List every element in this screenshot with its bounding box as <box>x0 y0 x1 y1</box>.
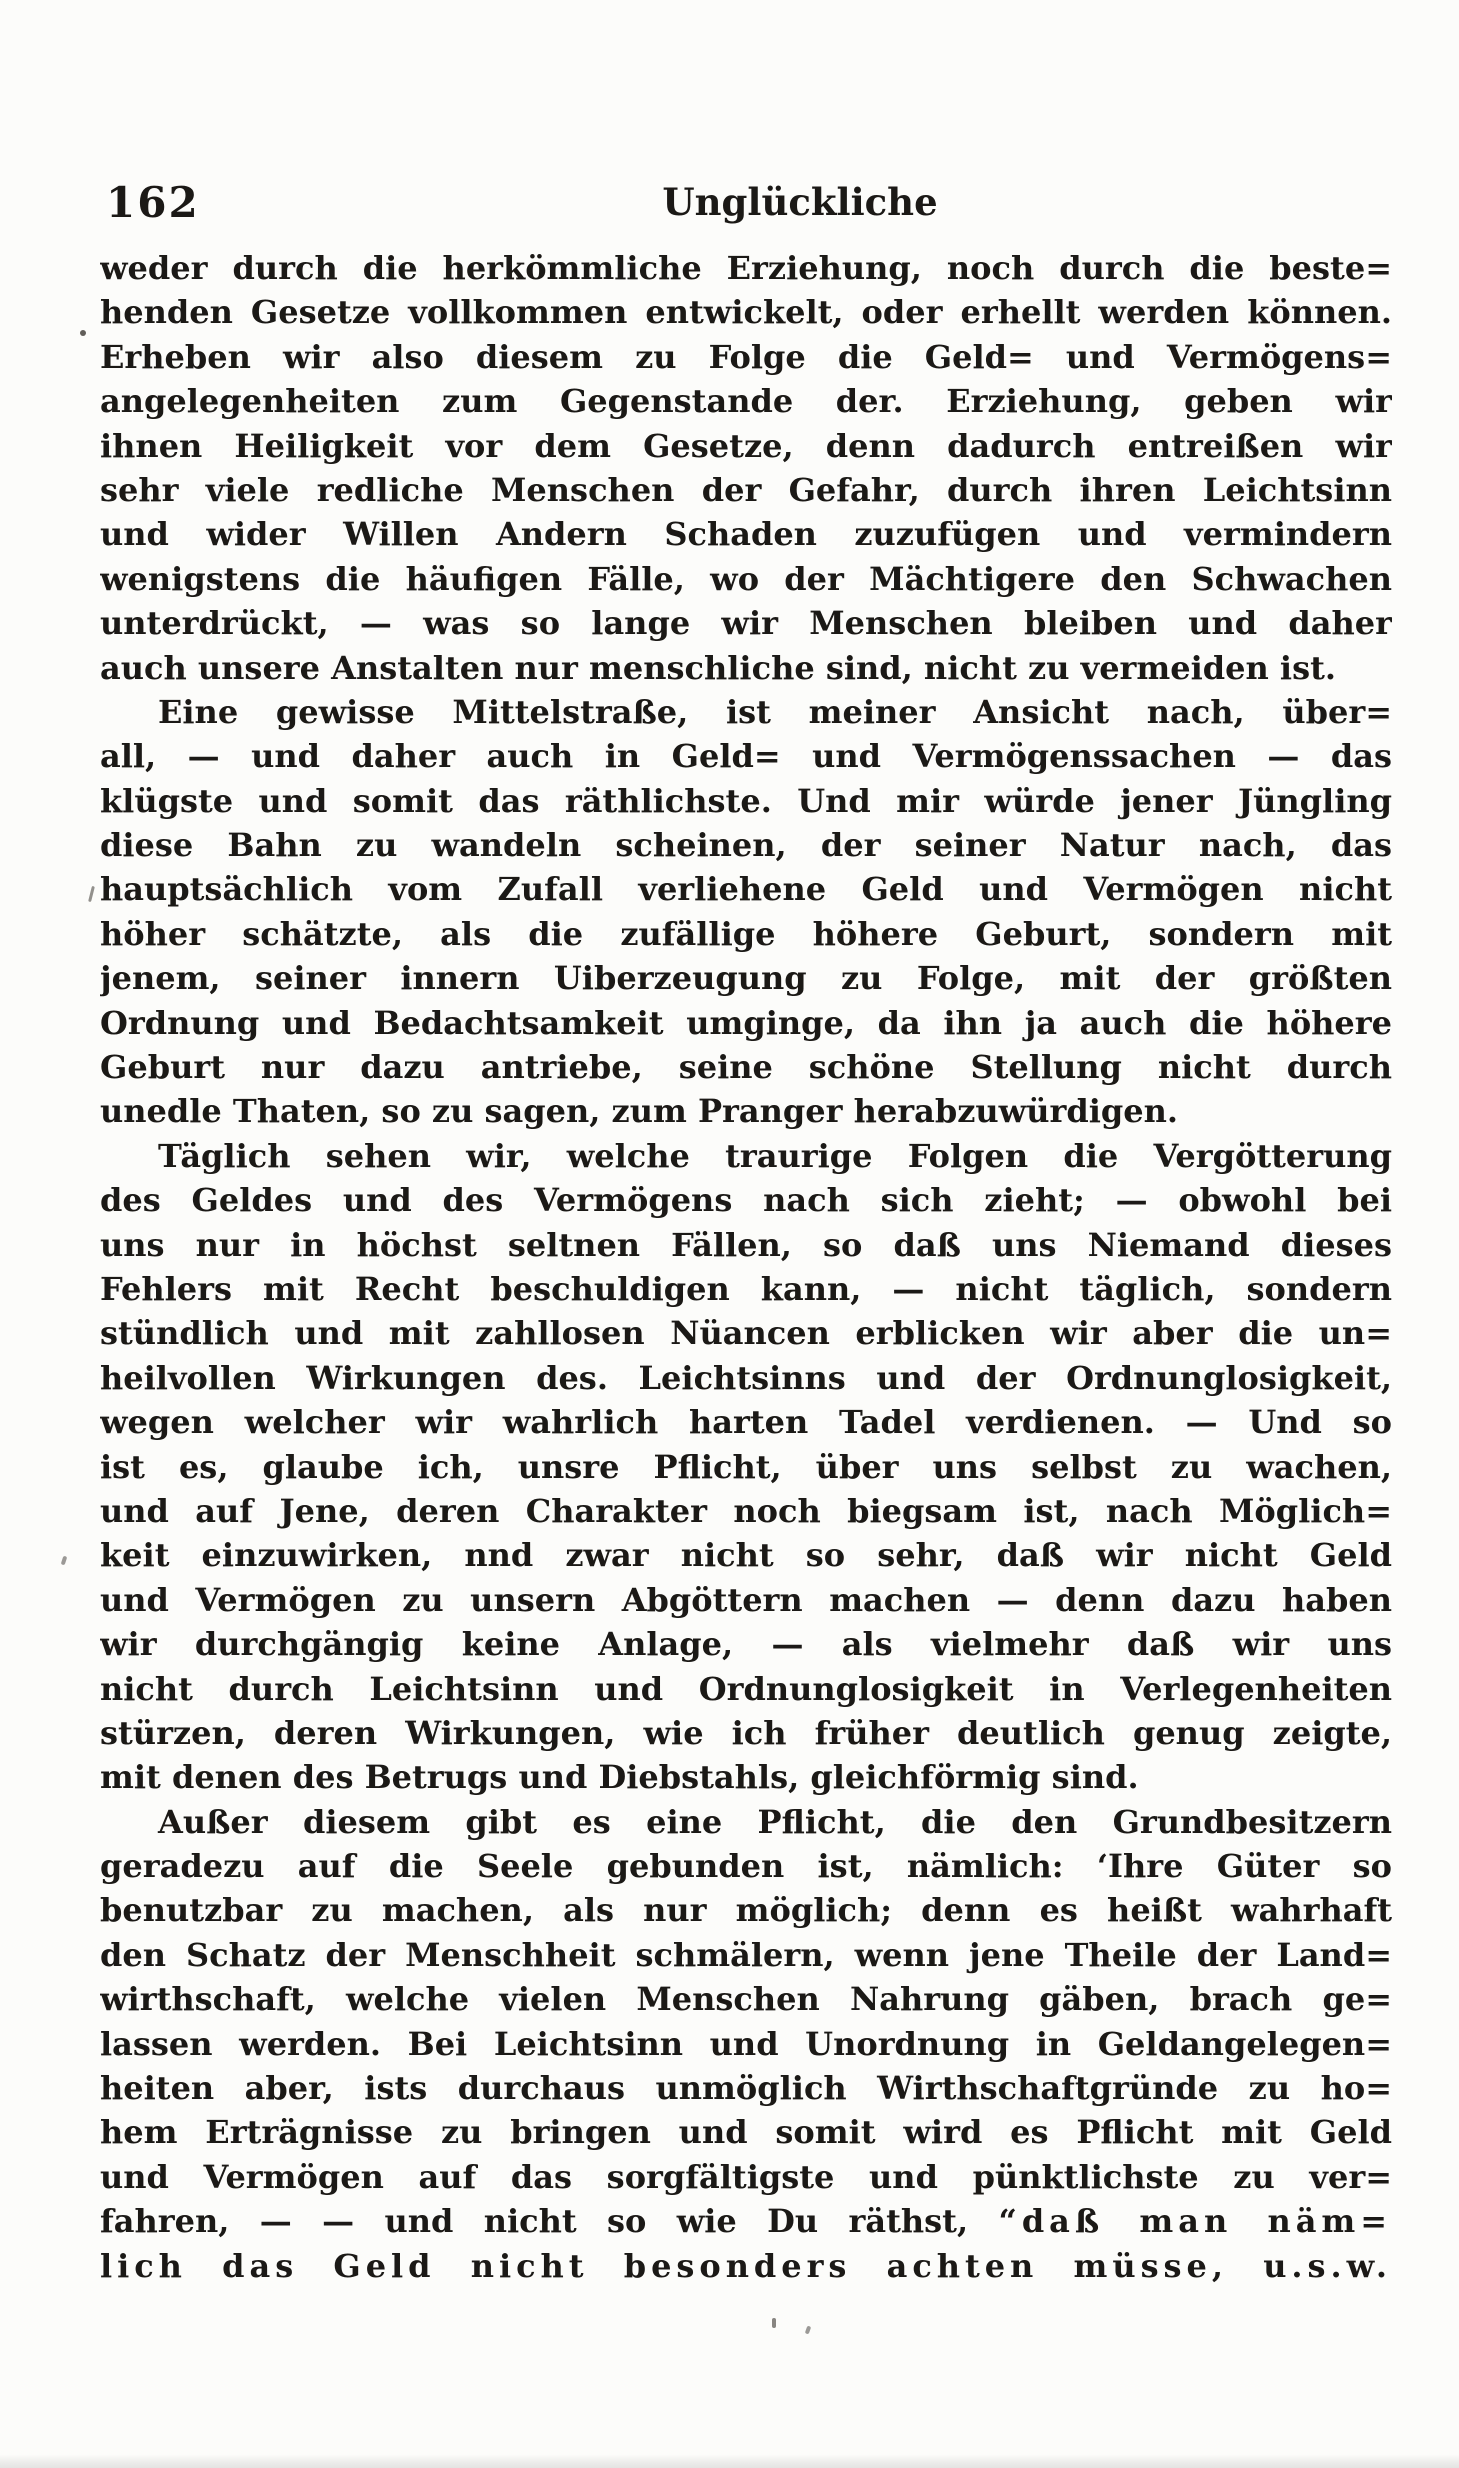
text-line: auch unsere Anstalten nur menschliche sind, nicht zu vermeiden ist. <box>100 648 1337 687</box>
text-line: unterdrückt, — was so lange wir Menschen bleiben und daher <box>100 604 1392 643</box>
text-line: wir durchgängig keine Anlage, — als vielmehr daß wir uns <box>100 1625 1392 1664</box>
text-line: lich das Geld nicht besonders achten müsse, u.s.w. <box>100 2246 1392 2285</box>
text-line: hem Erträgnisse zu bringen und somit wird es Pflicht mit Geld <box>100 2113 1392 2152</box>
text-block <box>100 246 1392 2288</box>
text-line: keit einzuwirken, nnd zwar nicht so sehr, daß wir nicht Geld <box>100 1536 1392 1575</box>
text-line: lassen werden. Bei Leichtsinn und Unordnung in Geldangelegen= <box>100 2024 1392 2063</box>
text-line: Erheben wir also diesem zu Folge die Geld= und Vermögens= <box>100 337 1392 376</box>
text-line: uns nur in höchst seltnen Fällen, so daß uns Niemand dieses <box>100 1225 1392 1264</box>
scan-speck <box>61 1556 68 1566</box>
text-line: all, — und daher auch in Geld= und Vermögenssachen — das <box>100 737 1392 776</box>
text-line: Eine gewisse Mittelstraße, ist meiner Ansicht nach, über= <box>158 692 1392 731</box>
text-line: fahren, — — und nicht so wie Du räthst, “daß man näm= <box>100 2202 1392 2241</box>
text-line: ist es, glaube ich, unsre Pflicht, über uns selbst zu wachen, <box>100 1447 1392 1486</box>
text-line: Außer diesem gibt es eine Pflicht, die den Grundbesitzern <box>158 1802 1392 1841</box>
text-line: heiten aber, ists durchaus unmöglich Wirthschaftgründe zu ho= <box>100 2069 1392 2108</box>
text-line: mit denen des Betrugs und Diebstahls, gleichförmig sind. <box>100 1758 1139 1797</box>
text-line: den Schatz der Menschheit schmälern, wenn jene Theile der Land= <box>100 1935 1392 1974</box>
text-line: hauptsächlich vom Zufall verliehene Geld und Vermögen nicht <box>100 870 1392 909</box>
text-line: und Vermögen zu unsern Abgöttern machen — denn dazu haben <box>100 1580 1392 1619</box>
text-line: des Geldes und des Vermögens nach sich zieht; — obwohl bei <box>100 1181 1392 1220</box>
text-line: stürzen, deren Wirkungen, wie ich früher deutlich genug zeigte, <box>100 1713 1392 1752</box>
text-line: stündlich und mit zahllosen Nüancen erblicken wir aber die un= <box>100 1314 1392 1353</box>
text-line: Fehlers mit Recht beschuldigen kann, — nicht täglich, sondern <box>100 1269 1392 1308</box>
scan-speck <box>772 2318 776 2328</box>
text-line: wirthschaft, welche vielen Menschen Nahrung gäben, brach ge= <box>100 1980 1392 2019</box>
text-line: heilvollen Wirkungen des. Leichtsinns und der Ordnunglosigkeit, <box>100 1358 1392 1397</box>
text-line: und auf Jene, deren Charakter noch biegsam ist, nach Möglich= <box>100 1491 1392 1530</box>
text-line: weder durch die herkömmliche Erziehung, noch durch die beste= <box>100 249 1392 287</box>
text-line: ihnen Heiligkeit vor dem Gesetze, denn dadurch entreißen wir <box>100 426 1392 465</box>
text-line: wenigstens die häufigen Fälle, wo der Mächtigere den Schwachen <box>100 559 1392 598</box>
text-line: höher schätzte, als die zufällige höhere Geburt, sondern mit <box>100 914 1392 953</box>
text-line: und wider Willen Andern Schaden zuzufügen und vermindern <box>100 515 1392 554</box>
text-line: unedle Thaten, so zu sagen, zum Pranger herabzuwürdigen. <box>100 1092 1178 1131</box>
text-line: Geburt nur dazu antriebe, seine schöne Stellung nicht durch <box>100 1048 1392 1087</box>
text-line: henden Gesetze vollkommen entwickelt, oder erhellt werden können. <box>100 293 1392 332</box>
page-header <box>100 178 1390 232</box>
text-line: benutzbar zu machen, als nur möglich; denn es heißt wahrhaft <box>100 1891 1392 1930</box>
text-line: nicht durch Leichtsinn und Ordnunglosigkeit in Verlegenheiten <box>100 1669 1392 1708</box>
page-number: 162 <box>106 178 200 227</box>
text-line: diese Bahn zu wandeln scheinen, der seiner Natur nach, das <box>100 826 1392 865</box>
scan-speck <box>88 886 95 902</box>
text-line: geradezu auf die Seele gebunden ist, nämlich: ‘Ihre Güter so <box>100 1847 1392 1886</box>
text-line: wegen welcher wir wahrlich harten Tadel verdienen. — Und so <box>100 1403 1392 1442</box>
text-line: und Vermögen auf das sorgfältigste und pünktlichste zu ver= <box>100 2157 1392 2196</box>
text-line: Täglich sehen wir, welche traurige Folgen die Vergötterung <box>158 1136 1392 1175</box>
text-line: Ordnung und Bedachtsamkeit umginge, da ihn ja auch die höhere <box>100 1003 1392 1042</box>
text-line: klügste und somit das räthlichste. Und mir würde jener Jüngling <box>100 781 1392 820</box>
text-line: angelegenheiten zum Gegenstande der. Erziehung, geben wir <box>100 382 1392 421</box>
text-line: jenem, seiner innern Uiberzeugung zu Folge, mit der größten <box>100 959 1392 998</box>
running-title: Unglückliche <box>662 180 938 224</box>
text-line: sehr viele redliche Menschen der Gefahr, durch ihren Leichtsinn <box>100 470 1392 509</box>
scan-speck <box>80 330 86 336</box>
scan-speck <box>805 2326 811 2335</box>
